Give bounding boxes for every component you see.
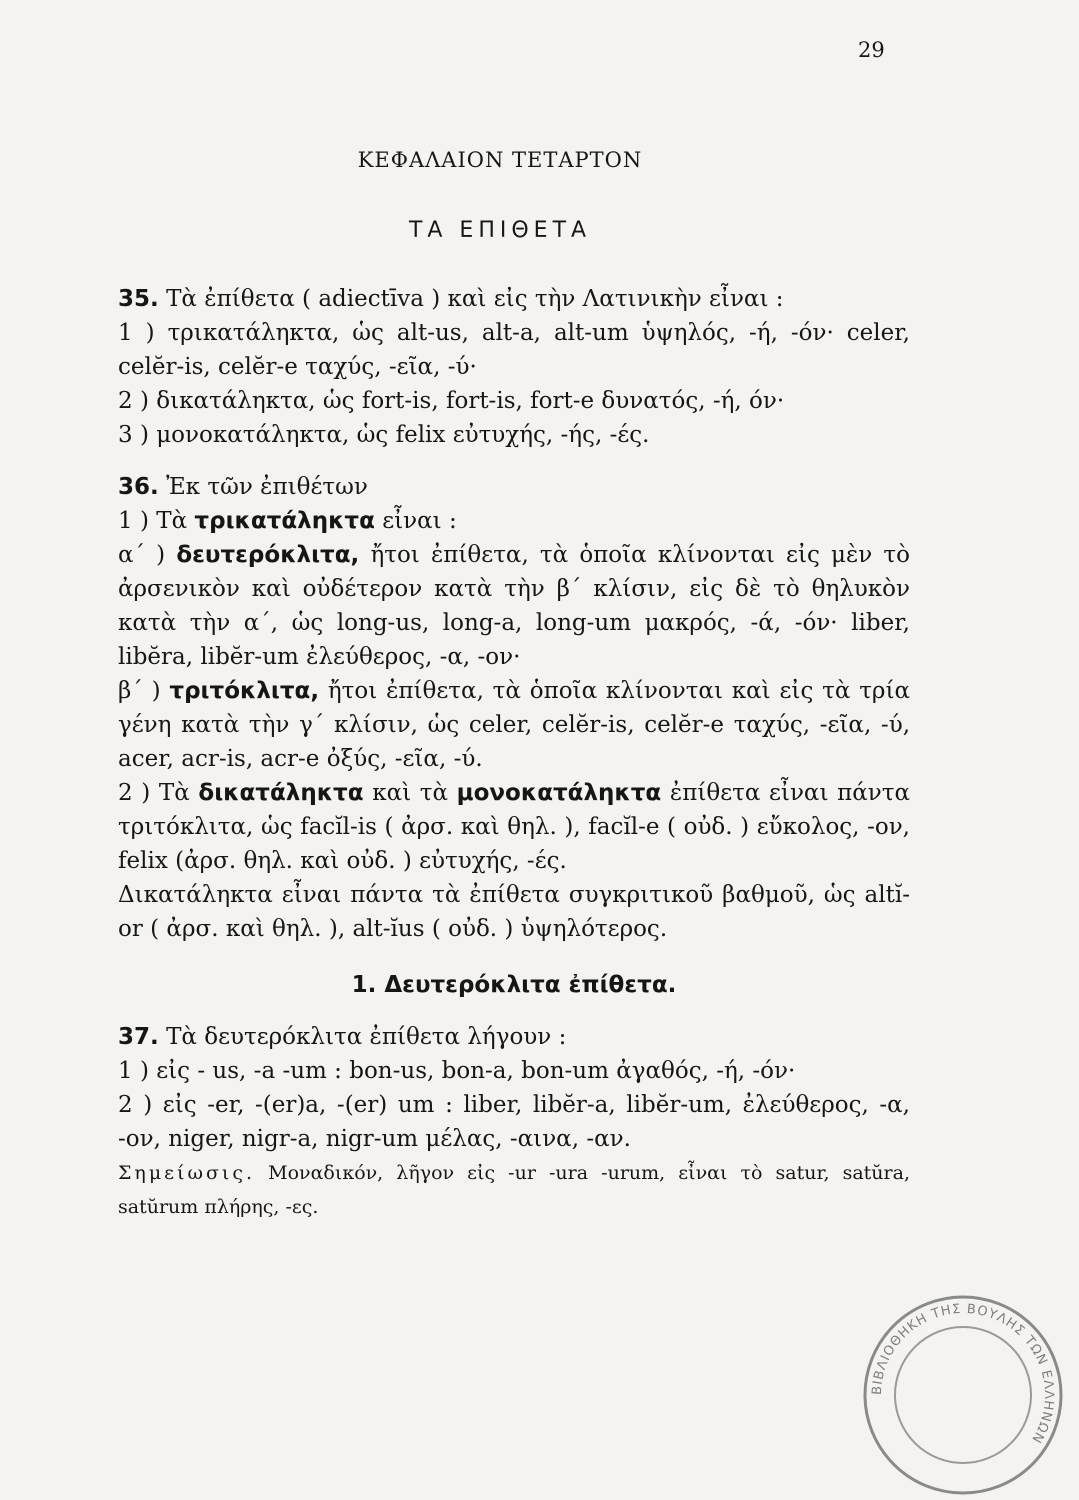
bold-term: τρικατάληκτα [194,508,375,534]
text: 2 ) Τὰ [118,780,190,806]
section-title: ΤΑ ΕΠΙΘΕΤΑ [408,218,592,243]
list-item [118,538,910,674]
paragraph-text: Τὰ ἐπίθετα ( adiectīva ) καὶ εἰς τὴν Λατινικὴν εἶναι : [166,286,784,312]
paragraph-text: Ἐκ τῶν ἐπιθέτων [166,474,368,500]
stamp-text: ΒΙΒΛΙΟΘΗΚΗ ΤΗΣ ΒΟΥΛΗΣ ΤΩΝ ΕΛΛΗΝΩΝ [869,1301,1057,1447]
paragraph-35-intro [118,282,910,316]
list-item: 1 ) τρικατάληκτα, ὡς alt-us, alt-a, alt-um ὑψηλός, -ή, -όν· celer, celĕr-is, celĕr-e ταχύς, -εῖα, -ύ· [118,320,910,380]
subsection-title: 1. Δευτερόκλιτα ἐπίθετα. [351,972,677,998]
paragraph-36-intro [118,470,910,504]
list-item: 2 ) δικατάληκτα, ὡς fort-is, fort-is, fort-e δυνατός, -ή, όν· [118,388,785,414]
bold-term: δικατάληκτα [198,780,364,806]
note-text: Μοναδικόν, λῆγον εἰς -ur -ura -urum, εἶναι τὸ satur, satŭra, satŭrum πλήρης, -ες. [118,1162,910,1218]
text: ἐπίθετα εἶναι πάντα τριτόκλιτα, ὡς facĭl-is ( ἀρσ. καὶ θηλ. ), facĭl-e ( οὐδ. ) εὔκολος, -ον, felix (ἀρσ. θηλ. καὶ οὐδ. ) εὐτυχής, -ές. [118,780,910,874]
library-stamp [858,1290,1068,1500]
list-item: 1 ) εἰς - us, -a -um : bon-us, bon-a, bon-um ἀγαθός, -ή, -όν· [118,1058,796,1084]
paragraph-number: 37. [118,1024,159,1050]
paragraph-number: 35. [118,286,159,312]
text: β΄ ) [118,678,161,704]
list-item: 3 ) μονοκατάληκτα, ὡς felix εὐτυχής, -ής, -ές. [118,422,650,448]
list-item [118,776,910,878]
bold-term: δευτερόκλιτα, [176,542,360,568]
page-number: 29 [858,38,885,62]
body-text [118,282,910,1224]
text: 1 ) Τὰ [118,508,188,534]
list-item [118,674,910,776]
bold-term: μονοκατάληκτα [456,780,662,806]
text: ἤτοι ἐπίθετα, τὰ ὁποῖα κλίνονται εἰς μὲν τὸ ἀρσενικὸν καὶ οὐδέτερον κατὰ τὴν β΄ κλίσιν, εἰς δὲ τὸ θηλυκὸν κατὰ τὴν α΄, ὡς long-us, long-a, long-um μακρός, -ά, -όν· liber, libĕra, libĕr-um ἐλεύθερος, -α, -ον· [118,542,910,670]
text: καὶ τὰ [372,780,449,806]
paragraph-text: Τὰ δευτερόκλιτα ἐπίθετα λήγουν : [166,1024,567,1050]
text: ἤτοι ἐπίθετα, τὰ ὁποῖα κλίνονται καὶ εἰς τὰ τρία γένη κατὰ τὴν γ΄ κλίσιν, ὡς celer, celĕr-is, celĕr-e ταχύς, -εῖα, -ύ, acer, acr-is, acr-e ὀξύς, -εῖα, -ύ. [118,678,910,772]
chapter-title: ΚΕΦΑΛΑΙΟΝ ΤΕΤΑΡΤΟΝ [357,148,643,172]
bold-term: τριτόκλιτα, [169,678,320,704]
text: εἶναι : [382,508,457,534]
text: α΄ ) [118,542,166,568]
paragraph-37-intro [118,1020,910,1054]
paragraph-text: Δικατάληκτα εἶναι πάντα τὰ ἐπίθετα συγκριτικοῦ βαθμοῦ, ὡς altĭ-or ( ἀρσ. καὶ θηλ. ), alt-ĭus ( οὐδ. ) ὑψηλότερος. [118,882,910,942]
note-label: Σημείωσις. [118,1162,256,1184]
list-item: 2 ) εἰς -er, -(er)a, -(er) um : liber, libĕr-a, libĕr-um, ἐλεύθερος, -α, -ον, niger, nigr-a, nigr-um μέλας, -αινα, -αν. [118,1092,910,1152]
note [118,1156,910,1224]
list-item [118,504,910,538]
paragraph-number: 36. [118,474,159,500]
